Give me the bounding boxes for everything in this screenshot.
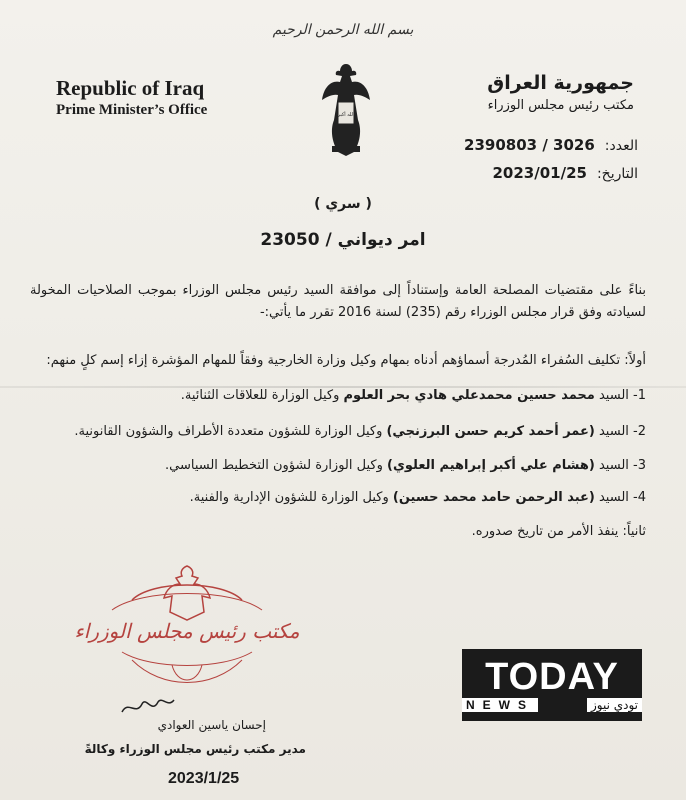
assignee-name: محمد حسين محمدعلي هادي بحر العلوم — [343, 388, 595, 403]
signer-name: إحسان ياسين العوادي — [157, 718, 266, 732]
assignment-role: وكيل الوزارة للشؤون الإدارية والفنية. — [189, 490, 393, 505]
stamp-text: مكتب رئيس مجلس الوزراء — [74, 619, 300, 643]
assignee-name: (عمر أحمد كريم حسن البرزنجي) — [386, 424, 595, 439]
logo-brand-text: TODAY — [485, 656, 619, 698]
assignment-prefix: 1- السيد — [594, 388, 646, 403]
assignment-prefix: 3- السيد — [594, 458, 646, 473]
logo-news-english: NEWS — [462, 698, 538, 712]
assignment-item-4 — [190, 490, 646, 505]
letterhead-english-title: Republic of Iraq — [56, 76, 205, 100]
assignment-prefix: 4- السيد — [594, 490, 646, 505]
reference-number-value: 2390803 / 3026 — [464, 136, 595, 154]
assignment-role: وكيل الوزارة للعلاقات الثنائية. — [180, 388, 344, 403]
letterhead-arabic-title: جمهورية العراق — [487, 72, 634, 94]
intro-paragraph: بناءً على مقتضيات المصلحة العامة وإستناداً إلى موافقة السيد رئيس مجلس الوزراء بموجب الصلاحيات المخولة لسيادته وفق قرار مجلس الوزراء رقم (235) لسنة 2016 تقرر ما يأتي:- — [30, 283, 646, 320]
basmala-header: بسم الله الرحمن الرحيم — [272, 22, 414, 38]
assignee-name: (هشام علي أكبر إبراهيم العلوي) — [387, 458, 595, 473]
assignment-item-2 — [74, 424, 646, 439]
assignment-role: وكيل الوزارة لشؤون التخطيط السياسي. — [165, 458, 387, 473]
assignment-item-3 — [165, 458, 646, 473]
iraq-eagle-emblem-icon — [318, 60, 374, 160]
assignee-name: (عبد الرحمن حامد محمد حسين) — [392, 490, 595, 505]
signer-title: مدير مكتب رئيس مجلس الوزراء وكالةً — [84, 742, 306, 756]
handwritten-signature-icon — [118, 690, 178, 720]
document-date-value: 2023/01/25 — [492, 164, 587, 182]
assignment-item-1 — [181, 388, 646, 403]
reference-number-line — [464, 136, 638, 154]
logo-news-arabic: تودي نيوز — [587, 698, 642, 712]
document-date-line — [492, 164, 638, 182]
order-title: امر ديواني / 23050 — [260, 230, 426, 250]
letterhead-arabic-subtitle: مكتب رئيس مجلس الوزراء — [487, 98, 634, 113]
signature-date: 2023/1/25 — [168, 770, 240, 787]
second-clause: ثانياً: ينفذ الأمر من تاريخ صدوره. — [471, 524, 646, 539]
first-clause: أولاً: تكليف السُفراء المُدرجة أسماؤهم أدناه بمهام وكيل وزارة الخارجية وفقاً للمهام المؤشرة إزاء إسم كلٍ منهم: — [46, 353, 646, 368]
svg-text:الله أكبر: الله أكبر — [337, 112, 355, 118]
reference-number-label: العدد: — [604, 138, 638, 154]
classification-label: ( سري ) — [314, 196, 372, 212]
document-date-label: التاريخ: — [596, 166, 638, 182]
letterhead-english-subtitle: Prime Minister’s Office — [56, 102, 208, 118]
assignment-role: وكيل الوزارة للشؤون متعددة الأطراف والشؤون القانونية. — [74, 424, 387, 439]
office-stamp-icon — [72, 560, 302, 700]
logo-news-strip — [462, 698, 642, 712]
assignment-prefix: 2- السيد — [594, 424, 646, 439]
